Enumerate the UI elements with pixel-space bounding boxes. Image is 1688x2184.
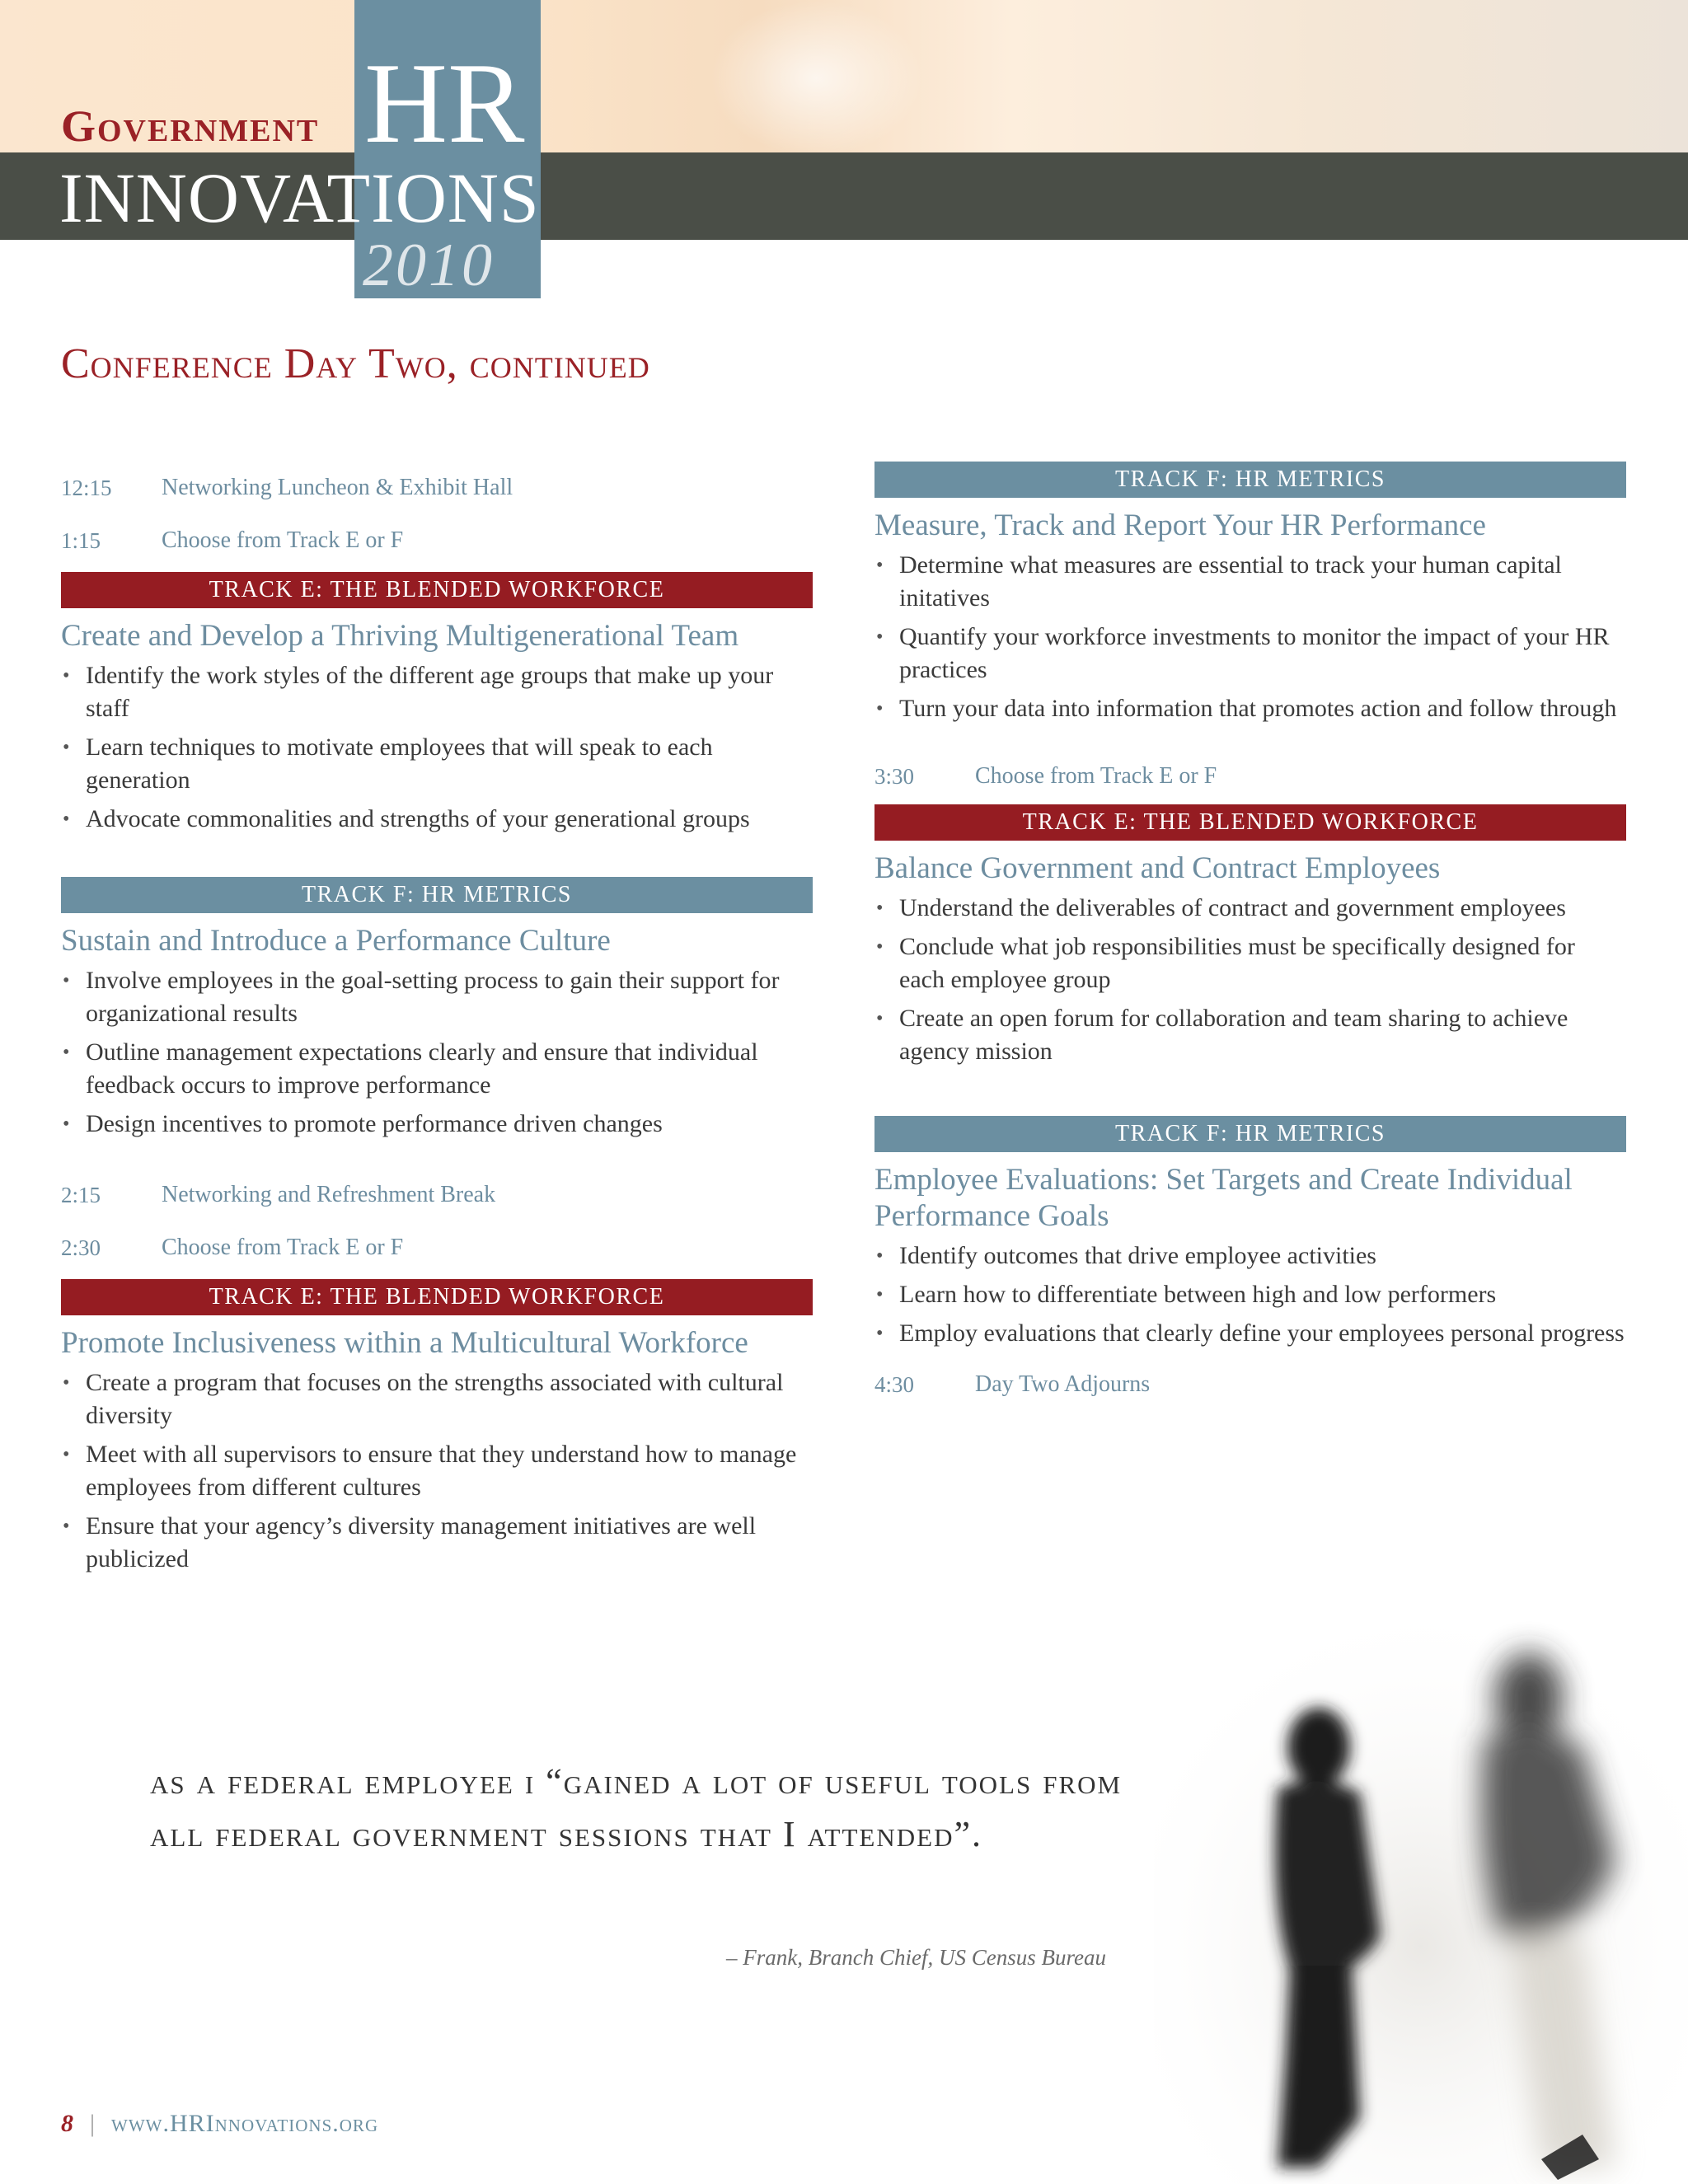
bullet-item: • Turn your data into information that promotes action and follow through	[874, 692, 1626, 725]
bullet-list	[874, 549, 1626, 725]
schedule-time: 1:15	[61, 527, 101, 553]
schedule-row	[61, 1221, 813, 1274]
track-label: TRACK E: THE BLENDED WORKFORCE	[874, 804, 1626, 841]
bullet-list	[61, 659, 813, 836]
bullet-item: • Identify the work styles of the different age groups that make up your staff	[61, 659, 813, 725]
schedule-time: 2:15	[61, 1182, 101, 1207]
session-block	[61, 877, 813, 1141]
bullet-item: • Ensure that your agency’s diversity management initiatives are well publicized	[61, 1510, 813, 1576]
testimonial-quote: as a federal employee i “gained a lot of useful tools from all federal government sessions that I attended”.	[150, 1761, 1123, 1854]
bullet-list	[61, 964, 813, 1141]
quote-attribution: – Frank, Branch Chief, US Census Bureau	[726, 1945, 1106, 1970]
bullet-item: • Employ evaluations that clearly define your employees personal progress	[874, 1317, 1626, 1350]
page-number: 8	[61, 2110, 73, 2137]
header-glow	[709, 0, 923, 157]
track-label: TRACK F: HR METRICS	[61, 877, 813, 913]
schedule-text: Choose from Track E or F	[975, 763, 1217, 789]
page-title: Conference Day Two, continued	[61, 340, 650, 387]
session-block	[61, 1279, 813, 1576]
schedule-row	[61, 462, 813, 514]
schedule-row	[874, 750, 1626, 803]
logo-innovations: INNOVATIONS	[59, 158, 540, 237]
schedule-time: 12:15	[61, 475, 112, 500]
logo-hr: HR	[364, 40, 525, 167]
schedule-time: 3:30	[874, 763, 915, 789]
schedule-text: Choose from Track E or F	[162, 1235, 404, 1260]
session-title: Create and Develop a Thriving Multigenerational Team	[61, 619, 739, 653]
schedule-row	[61, 1169, 813, 1221]
footer-separator: |	[90, 2110, 96, 2137]
schedule-text: Day Two Adjourns	[975, 1371, 1151, 1397]
footer	[61, 2110, 378, 2138]
logo-year: 2010	[363, 232, 495, 299]
bullet-item: • Determine what measures are essential to track your human capital initatives	[874, 549, 1626, 615]
schedule-row	[61, 514, 813, 567]
bullet-item: • Understand the deliverables of contract and government employees	[874, 892, 1626, 925]
session-block	[874, 462, 1626, 725]
session-block	[874, 1116, 1626, 1350]
bullet-item: • Design incentives to promote performance driven changes	[61, 1108, 813, 1141]
session-title: Balance Government and Contract Employees	[874, 851, 1441, 885]
track-label: TRACK F: HR METRICS	[874, 462, 1626, 498]
bullet-item: • Quantify your workforce investments to monitor the impact of your HR practices	[874, 621, 1626, 687]
bullet-item: • Conclude what job responsibilities must be specifically designed for each employee group	[874, 930, 1626, 996]
bullet-list	[61, 1366, 813, 1576]
session-title: Sustain and Introduce a Performance Culture	[61, 924, 611, 958]
bullet-item: • Meet with all supervisors to ensure that they understand how to manage employees from different cultures	[61, 1438, 813, 1504]
bullet-item: • Advocate commonalities and strengths of your generational groups	[61, 803, 813, 836]
bullet-list	[874, 1240, 1626, 1350]
session-title: Promote Inclusiveness within a Multicultural Workforce	[61, 1326, 748, 1360]
schedule-text: Networking and Refreshment Break	[162, 1182, 496, 1207]
bullet-item: • Create an open forum for collaboration and team sharing to achieve agency mission	[874, 1002, 1626, 1068]
session-block	[61, 572, 813, 836]
bullet-item: • Learn techniques to motivate employees that will speak to each generation	[61, 731, 813, 797]
bullet-item: • Learn how to differentiate between high and low performers	[874, 1278, 1626, 1311]
session-block	[874, 804, 1626, 1068]
track-label: TRACK E: THE BLENDED WORKFORCE	[61, 572, 813, 608]
bullet-list	[874, 892, 1626, 1068]
schedule-time: 2:30	[61, 1235, 101, 1260]
schedule-row	[874, 1358, 1626, 1411]
track-label: TRACK E: THE BLENDED WORKFORCE	[61, 1279, 813, 1315]
left-column	[61, 462, 813, 1582]
bullet-item: • Involve employees in the goal-setting process to gain their support for organizational results	[61, 964, 813, 1030]
right-column	[874, 462, 1626, 1411]
schedule-time: 4:30	[874, 1371, 915, 1397]
walking-figures-photo	[1154, 1591, 1688, 2184]
schedule-text: Networking Luncheon & Exhibit Hall	[162, 475, 513, 500]
session-title: Employee Evaluations: Set Targets and Create Individual Performance Goals	[874, 1163, 1573, 1233]
bullet-item: • Identify outcomes that drive employee activities	[874, 1240, 1626, 1272]
bullet-item: • Outline management expectations clearly and ensure that individual feedback occurs to improve performance	[61, 1036, 813, 1102]
bullet-item: • Create a program that focuses on the strengths associated with cultural diversity	[61, 1366, 813, 1432]
session-title: Measure, Track and Report Your HR Performance	[874, 509, 1486, 542]
website-link[interactable]: www.HRInnovations.org	[111, 2110, 379, 2137]
logo-government: Government	[61, 101, 320, 151]
schedule-text: Choose from Track E or F	[162, 527, 404, 553]
track-label: TRACK F: HR METRICS	[874, 1116, 1626, 1152]
